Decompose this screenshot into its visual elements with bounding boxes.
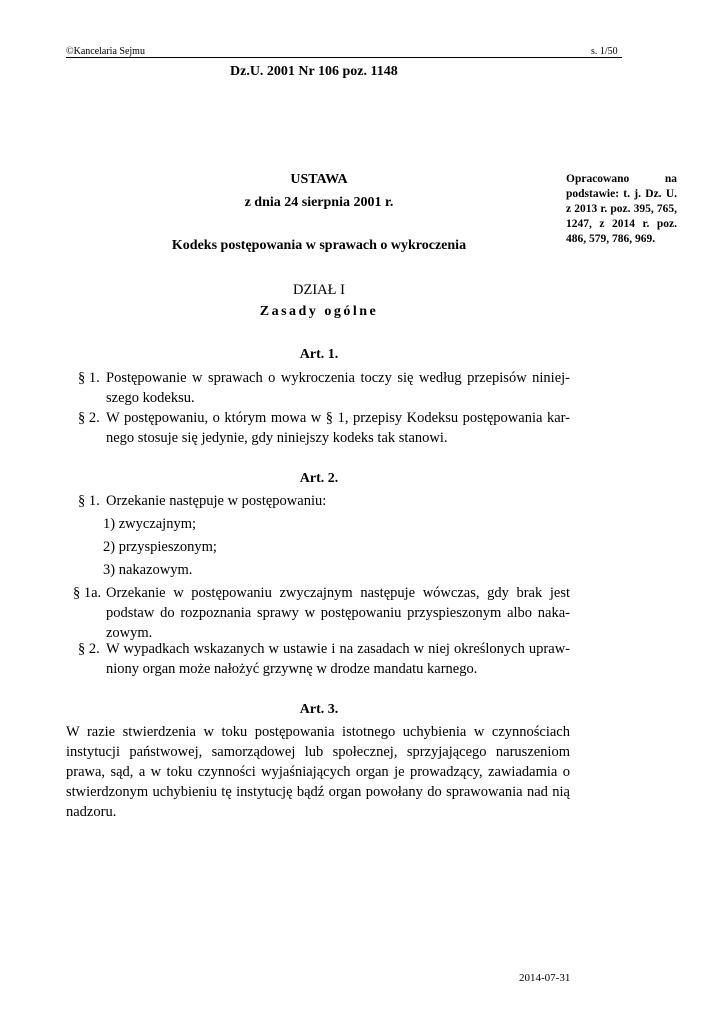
paragraph-marker: § 2. bbox=[78, 410, 100, 426]
paragraph-marker: § 1a. bbox=[73, 585, 102, 601]
article-text: W razie stwierdzenia w toku postępowania istotnego uchybienia w czynnościach instytucji państwowej, samorządowej lub społecznej, sprzyjającego naruszeniom prawa, sąd, a w toku czynności wyjaśniających organ je prowadzący, zawiadamia o stwierdzonym uchybieniu tę instytucję bądź organ powołany do sprawowania nad nią nadzoru. bbox=[66, 724, 570, 820]
act-date: z dnia 24 sierpnia 2001 r. bbox=[244, 195, 394, 210]
paragraph-marker: § 1. bbox=[78, 493, 100, 509]
article-heading: Art. 1. bbox=[299, 347, 339, 362]
act-type: USTAWA bbox=[290, 172, 348, 187]
document-date: 2014-07-31 bbox=[519, 972, 571, 984]
header-left: ©Kancelaria Sejmu bbox=[66, 46, 145, 57]
header-rule bbox=[66, 57, 622, 58]
paragraph-text: Orzekanie w postępowaniu zwyczajnym następuje wówczas, gdy brak jest podstaw do rozpoznania sprawy w postępowaniu przyspieszonym albo naka-zowym. bbox=[106, 585, 570, 641]
page-number: s. 1/50 bbox=[591, 46, 618, 57]
journal-reference: Dz.U. 2001 Nr 106 poz. 1148 bbox=[230, 64, 398, 79]
paragraph-text: W postępowaniu, o którym mowa w § 1, przepisy Kodeksu postępowania kar-nego stosuje się jedynie, gdy niniejszy kodeks tak stanowi. bbox=[106, 410, 570, 446]
list-item: 1) zwyczajnym; bbox=[103, 516, 197, 532]
paragraph-marker: § 1. bbox=[78, 370, 100, 386]
list-item: 3) nakazowym. bbox=[103, 562, 193, 578]
consolidation-note: Opracowano na podstawie: t. j. Dz. U. z 2013 r. poz. 395, 765, 1247, z 2014 r. poz. 486, 579, 786, 969. bbox=[566, 173, 677, 245]
paragraph-text: Postępowanie w sprawach o wykroczenia toczy się według przepisów niniej-szego kodeksu. bbox=[106, 370, 570, 406]
section-label: DZIAŁ I bbox=[293, 282, 345, 298]
act-title: Kodeks postępowania w sprawach o wykroczenia bbox=[171, 238, 467, 253]
section-name: Zasady ogólne bbox=[259, 304, 379, 319]
paragraph-text: Orzekanie następuje w postępowaniu: bbox=[106, 493, 327, 509]
list-item: 2) przyspieszonym; bbox=[103, 539, 217, 555]
article-heading: Art. 3. bbox=[299, 702, 339, 717]
paragraph-text: W wypadkach wskazanych w ustawie i na zasadach w niej określonych upraw-niony organ może nałożyć grzywnę w drodze mandatu karnego. bbox=[106, 641, 570, 677]
paragraph-marker: § 2. bbox=[78, 641, 100, 657]
article-heading: Art. 2. bbox=[299, 471, 339, 486]
